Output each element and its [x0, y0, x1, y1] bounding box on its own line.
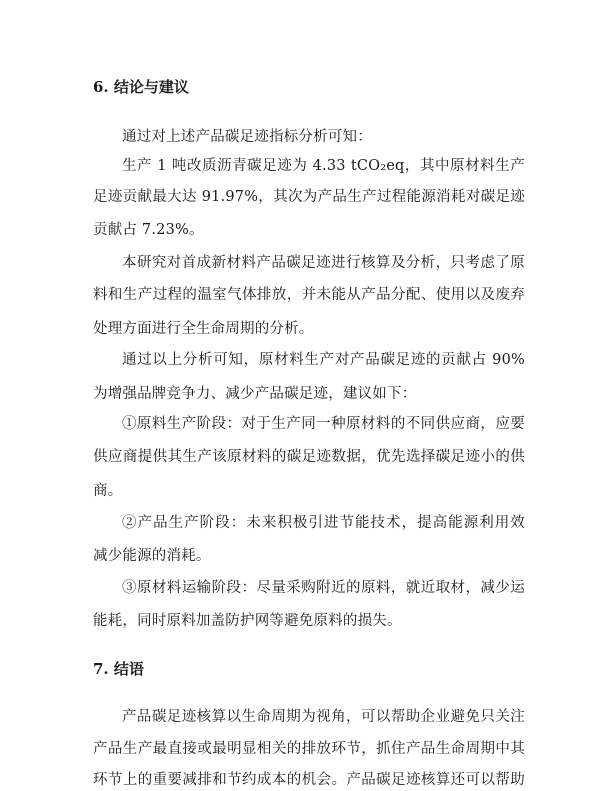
- paragraph-line: 本研究对首成新材料产品碳足迹进行核算及分析，只考虑了原: [122, 255, 525, 271]
- paragraph-line: 通过对上述产品碳足迹指标分析可知：: [122, 129, 372, 145]
- paragraph-line: 能耗，同时原料加盖防护网等避免原料的损失。: [93, 613, 402, 629]
- paragraph-line: 生产 1 吨改质沥青碳足迹为 4.33 tCO₂eq，其中原材料生产: [122, 158, 525, 174]
- paragraph-line: ②产品生产阶段：未来积极引进节能技术，提高能源利用效: [122, 515, 525, 531]
- paragraph-line: 通过以上分析可知，原材料生产对产品碳足迹的贡献占 90%: [122, 352, 525, 368]
- paragraph-line: ①原料生产阶段：对于生产同一种原材料的不同供应商，应要: [122, 416, 525, 432]
- paragraph-line: ③原材料运输阶段：尽量采购附近的原料，就近取材，减少运: [122, 580, 525, 596]
- paragraph-line: 减少能源的消耗。: [93, 548, 211, 564]
- paragraph-line: 产品生产最直接或最明显相关的排放环节，抓住产品生命周期中其: [93, 741, 525, 757]
- paragraph-line: 贡献占 7.23%。: [93, 222, 204, 238]
- paragraph-line: 环节上的重要减排和节约成本的机会。产品碳足迹核算还可以帮助: [93, 772, 525, 788]
- paragraph-line: 产品碳足迹核算以生命周期为视角，可以帮助企业避免只关注: [122, 709, 525, 725]
- section-6-title: 6. 结论与建议: [93, 78, 189, 96]
- paragraph-line: 料和生产过程的温室气体排放，并未能从产品分配、使用以及废弃: [93, 287, 525, 303]
- paragraph-line: 足迹贡献最大达 91.97%，其次为产品生产过程能源消耗对碳足迹: [93, 189, 525, 205]
- section-7-title: 7. 结语: [93, 660, 144, 678]
- paragraph-line: 供应商提供其生产该原材料的碳足迹数据，优先选择碳足迹小的供: [93, 449, 525, 465]
- paragraph-line: 商。: [93, 483, 123, 499]
- paragraph-line: 为增强品牌竞争力、减少产品碳足迹，建议如下：: [93, 386, 417, 402]
- paragraph-line: 处理方面进行全生命周期的分析。: [93, 321, 314, 337]
